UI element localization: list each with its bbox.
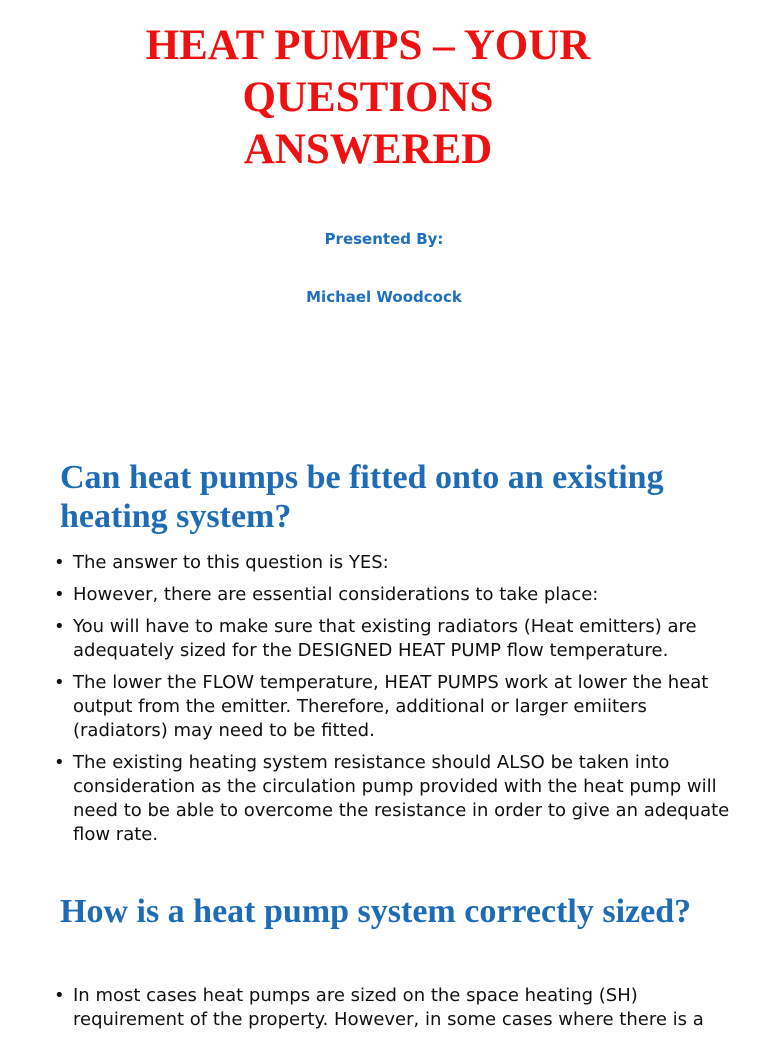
bullet-text: However, there are essential considerations to take place: bbox=[73, 584, 599, 605]
bullet-list bbox=[54, 984, 744, 1040]
list-item bbox=[54, 671, 744, 743]
section-heading: Can heat pumps be fitted onto an existing heating system? bbox=[60, 459, 664, 535]
bullet-icon: • bbox=[54, 552, 65, 573]
title-line: ANSWERED bbox=[243, 126, 493, 173]
bullet-icon: • bbox=[54, 584, 65, 605]
title-line: HEAT PUMPS – YOUR bbox=[145, 22, 591, 69]
presented-by-label: Presented By: bbox=[324, 230, 444, 248]
list-item bbox=[54, 751, 744, 847]
bullet-icon: • bbox=[54, 616, 65, 637]
list-item bbox=[54, 984, 744, 1032]
list-item bbox=[54, 615, 744, 663]
document-title bbox=[0, 20, 736, 176]
section-heading: How is a heat pump system correctly sized? bbox=[60, 893, 692, 930]
list-item bbox=[54, 551, 744, 575]
bullet-icon: • bbox=[54, 985, 65, 1006]
bullet-text: The lower the FLOW temperature, HEAT PUMPS work at lower the heat output from the emitter. Therefore, additional or larger emiiters (radiators) may need to be fitted. bbox=[73, 672, 709, 741]
bullet-text: The existing heating system resistance should ALSO be taken into consideration as the circulation pump provided with the heat pump will need to be able to overcome the resistance in order to give an adequate flow rate. bbox=[73, 752, 730, 845]
presenter-name: Michael Woodcock bbox=[306, 288, 462, 306]
title-line: QUESTIONS bbox=[242, 74, 494, 121]
bullet-list bbox=[54, 551, 744, 855]
bullet-icon: • bbox=[54, 672, 65, 693]
bullet-text: The answer to this question is YES: bbox=[73, 552, 389, 573]
bullet-text: You will have to make sure that existing radiators (Heat emitters) are adequately sized for the DESIGNED HEAT PUMP flow temperature. bbox=[73, 616, 697, 661]
bullet-text: In most cases heat pumps are sized on the space heating (SH) requirement of the property. However, in some cases where there is a bbox=[73, 985, 704, 1030]
bullet-icon: • bbox=[54, 752, 65, 773]
list-item bbox=[54, 583, 744, 607]
